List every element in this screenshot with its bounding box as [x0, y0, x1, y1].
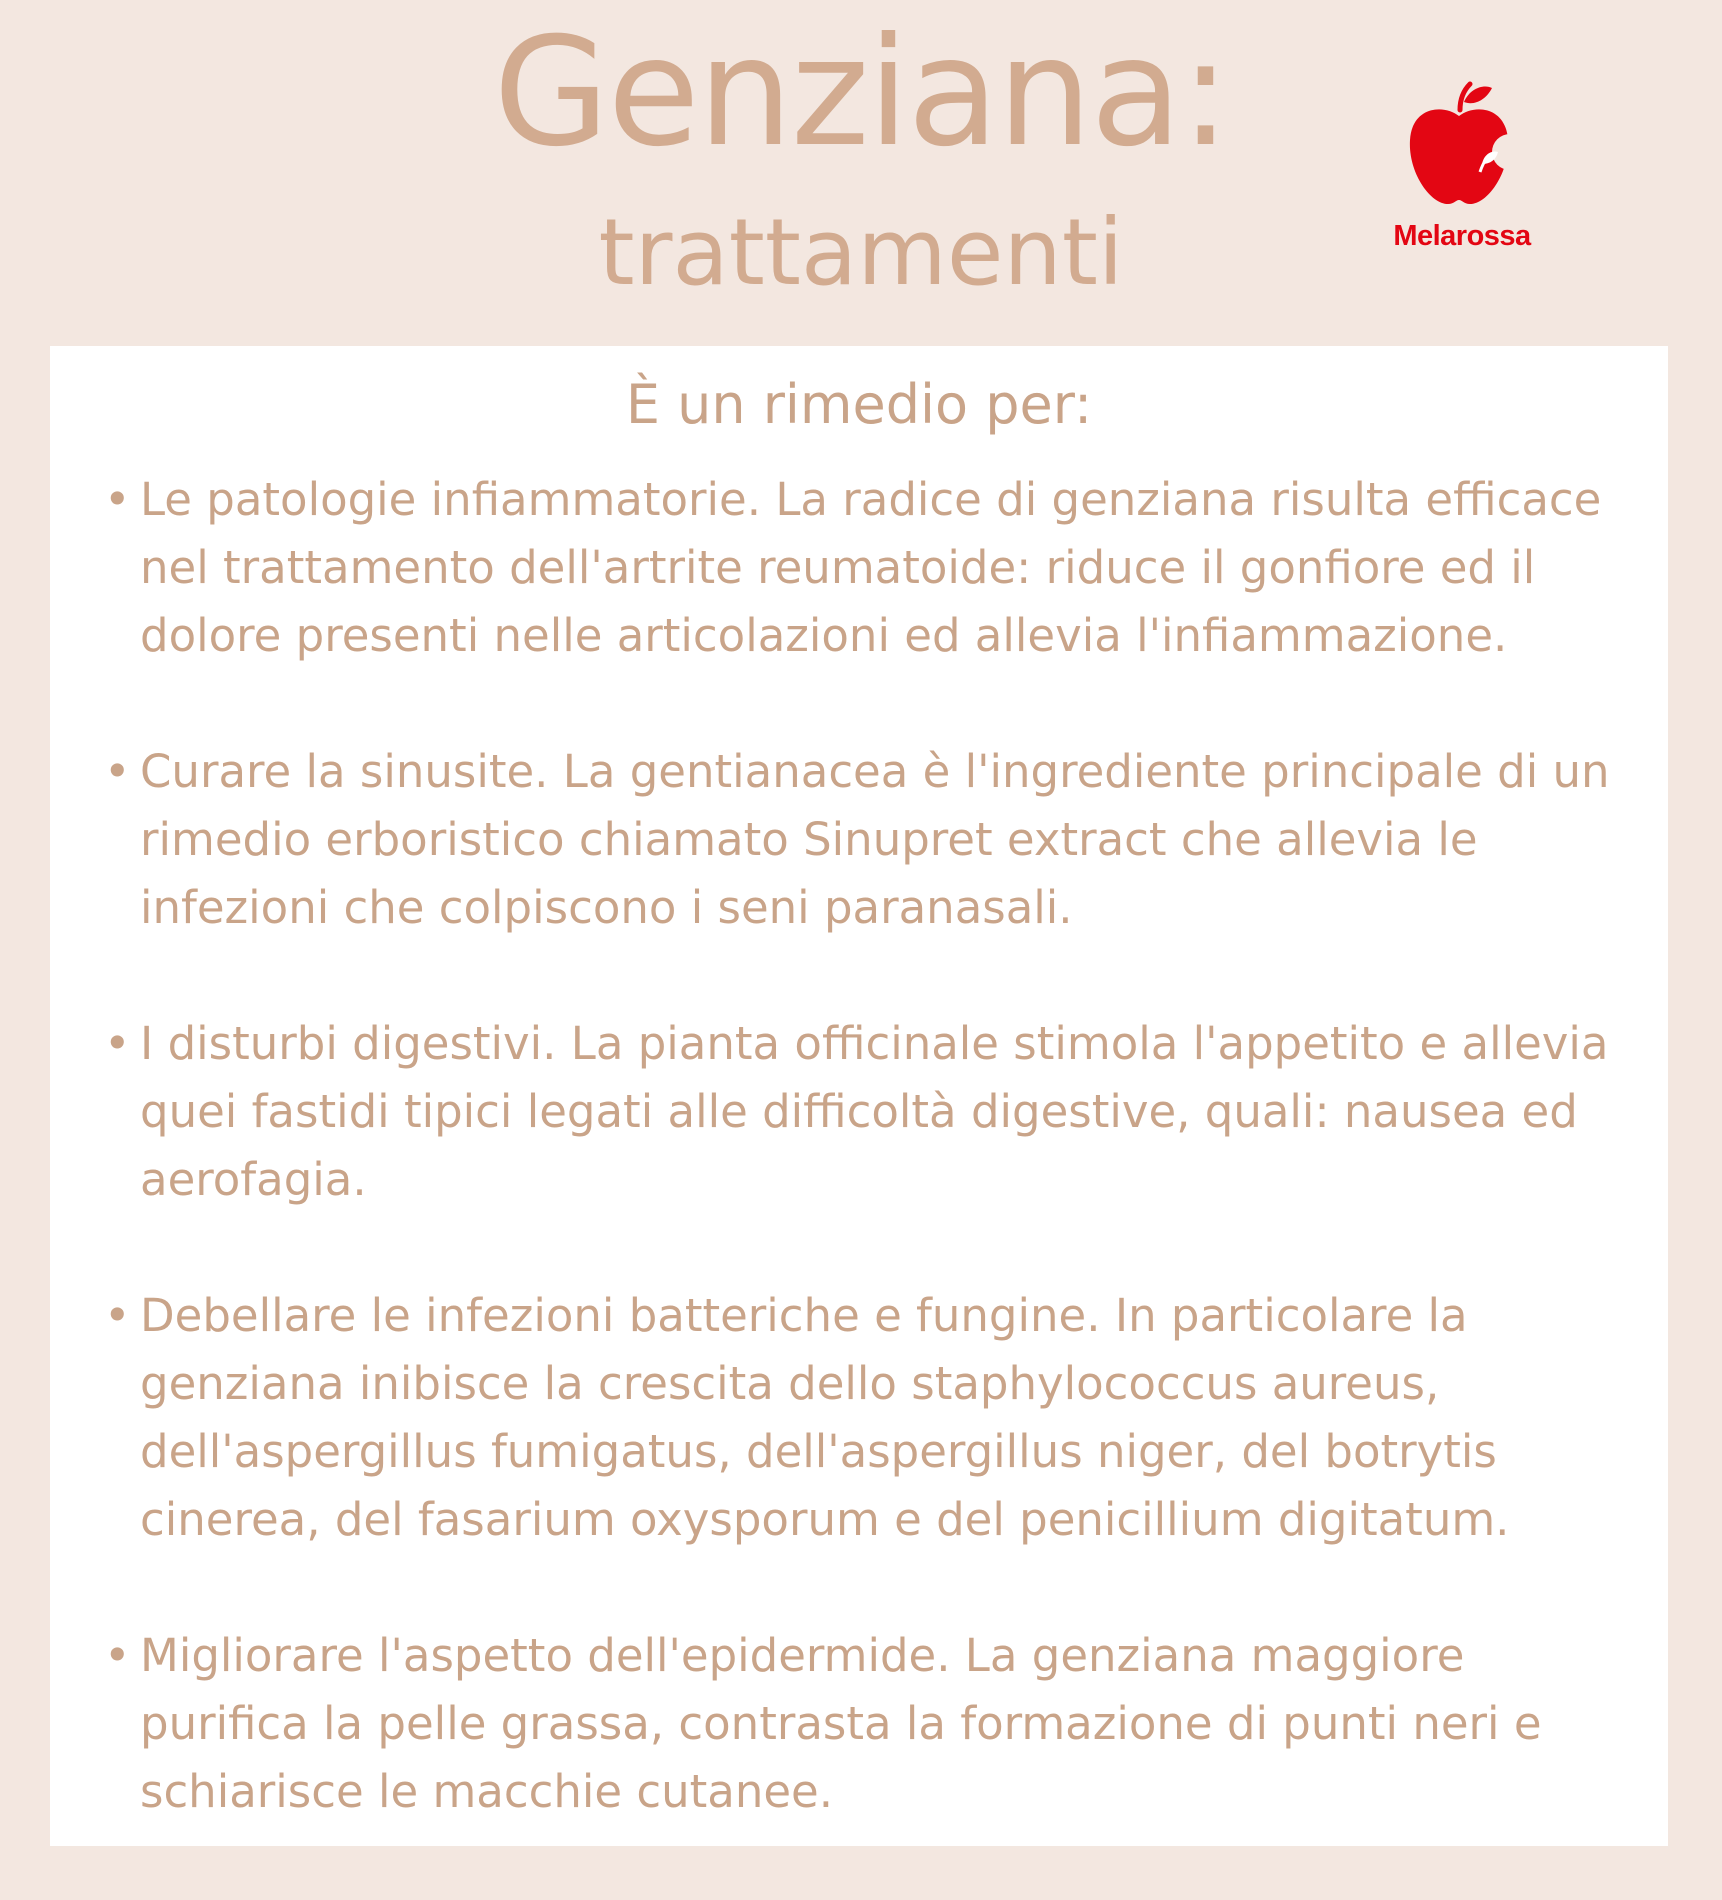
list-item-text: Migliorare l'aspetto dell'epidermide. La genziana maggiore purifica la pelle grassa, contrasta la formazione di punti neri e schiarisce le macchie cutanee.: [140, 1629, 1542, 1818]
card-heading: È un rimedio per:: [625, 373, 1093, 436]
bullet-icon: •: [104, 745, 131, 798]
list-item-text: Curare la sinusite. La gentianacea è l'ingrediente principale di un rimedio erboristico chiamato Sinupret extract che allevia le infezioni che colpiscono i seni paranasali.: [140, 745, 1610, 934]
bullet-icon: •: [104, 1289, 131, 1342]
list-item: [100, 738, 1640, 942]
list-item: [100, 1622, 1640, 1826]
list-item-text: Debellare le infezioni batteriche e fungine. In particolare la genziana inibisce la crescita dello staphylococcus aureus, dell'aspergillus fumigatus, dell'aspergillus niger, del botrytis cinerea, del fasarium oxysporum e del penicillium digitatum.: [140, 1289, 1510, 1546]
bullet-icon: •: [104, 1629, 131, 1682]
list-item: [100, 1010, 1640, 1214]
list-item-text: I disturbi digestivi. La pianta officinale stimola l'appetito e allevia quei fastidi tipici legati alle difficoltà digestive, quali: nausea ed aerofagia.: [140, 1017, 1609, 1206]
list-item-text: Le patologie infiammatorie. La radice di genziana risulta efficace nel trattamento dell'artrite reumatoide: riduce il gonfiore ed il dolore presenti nelle articolazioni ed allevia l'infiammazione.: [140, 473, 1602, 662]
brand-name: Melarossa: [1393, 220, 1531, 252]
apple-icon: [1404, 80, 1514, 210]
page-subtitle: trattamenti: [598, 199, 1124, 306]
bullet-icon: •: [104, 473, 131, 526]
content-card: [50, 346, 1668, 1846]
list-item: [100, 1282, 1640, 1554]
brand-logo: [1372, 80, 1552, 260]
bullet-icon: •: [104, 1017, 131, 1070]
remedy-list: [100, 466, 1640, 1894]
list-item: [100, 466, 1640, 670]
page-title: Genziana:: [493, 6, 1229, 180]
